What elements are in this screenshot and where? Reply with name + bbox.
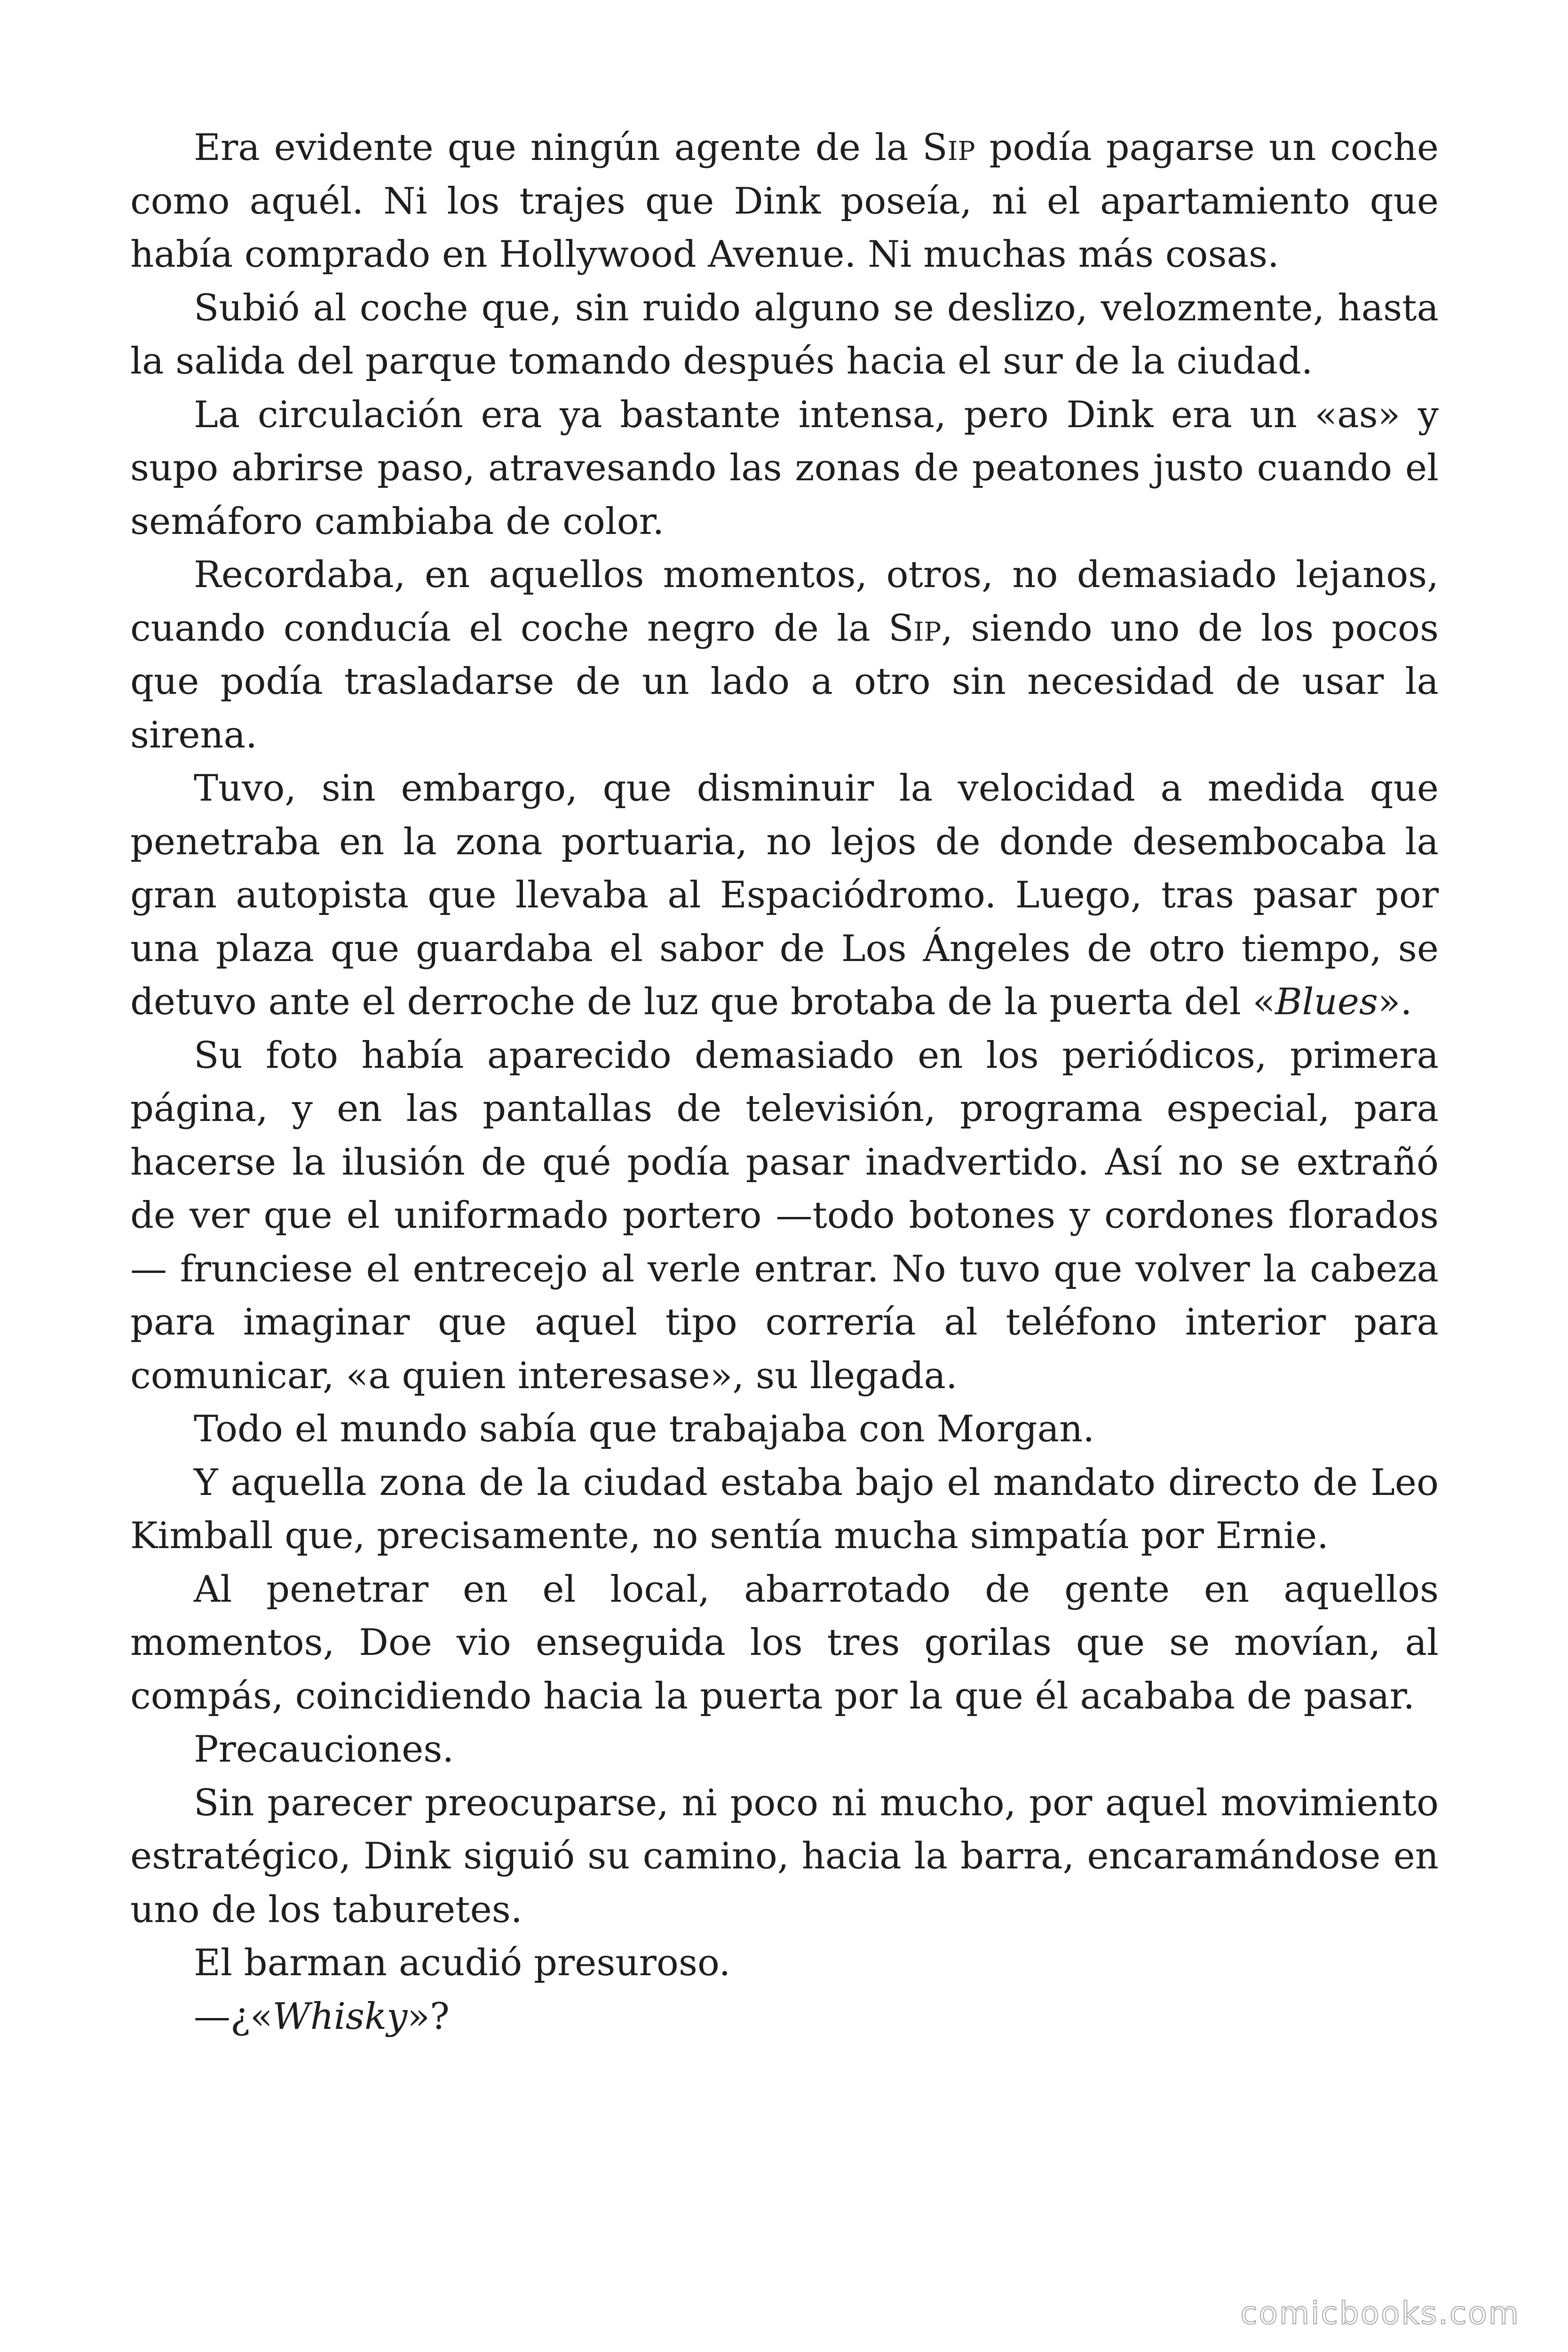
paragraph — [130, 1456, 1439, 1563]
paragraph — [130, 1937, 1439, 1990]
text-run: Todo el mundo sabía que trabajaba con Morgan. — [194, 1408, 1095, 1450]
paragraph — [130, 1563, 1439, 1724]
text-run: Subió al coche que, sin ruido alguno se deslizo, velozmente, hasta la salida del parque tomando después hacia el sur de la ciudad. — [130, 286, 1439, 382]
text-run: Su foto había aparecido demasiado en los periódicos, primera página, y en las pantallas de televisión, programa especial, para hacerse la ilusión de qué podía pasar inadvertido. Así no se extrañó de ver que el uniformado portero —todo botones y cordones florados— frunciese el entrecejo al verle entrar. No tuvo que volver la cabeza para imaginar que aquel tipo correría al teléfono interior para comunicar, «a quien interesase», su llegada. — [130, 1034, 1439, 1397]
text-run: Al penetrar en el local, abarrotado de gente en aquellos momentos, Doe vio enseguida los tres gorilas que se movían, al compás, coincidiendo hacia la puerta por la que él acababa de pasar. — [130, 1568, 1439, 1717]
text-run: Y aquella zona de la ciudad estaba bajo el mandato directo de Leo Kimball que, precisamente, no sentía mucha simpatía por Ernie. — [130, 1461, 1439, 1557]
text-run: »? — [407, 1995, 450, 2038]
italic-text: Whisky — [272, 1995, 408, 2038]
body-text — [130, 121, 1439, 2043]
watermark: comicbooks.com — [1240, 2295, 1520, 2331]
small-caps-text: Sip — [922, 127, 975, 169]
text-run: Tuvo, sin embargo, que disminuir la velocidad a medida que penetraba en la zona portuaria, no lejos de donde desembocaba la gran autopista que llevaba al Espaciódromo. Luego, tras pasar por una plaza que guardaba el sabor de Los Ángeles de otro tiempo, se detuvo ante el derroche de luz que brotaba de la puerta del « — [130, 767, 1439, 1023]
text-run: La circulación era ya bastante intensa, pero Dink era un «as» y supo abrirse paso, atravesando las zonas de peatones justo cuando el semáforo cambiaba de color. — [130, 393, 1439, 543]
text-run: El barman acudió presuroso. — [194, 1942, 731, 1984]
text-run: Sin parecer preocuparse, ni poco ni mucho, por aquel movimiento estratégico, Dink siguió su camino, hacia la barra, encaramándose en uno de los taburetes. — [130, 1781, 1439, 1931]
text-run: —¿« — [194, 1995, 273, 2038]
paragraph — [130, 389, 1439, 549]
italic-text: Blues — [1275, 981, 1378, 1023]
paragraph — [130, 1723, 1439, 1777]
paragraph — [130, 1990, 1439, 2044]
paragraph — [130, 282, 1439, 389]
small-caps-text: Sip — [888, 607, 942, 650]
text-run: Precauciones. — [194, 1728, 454, 1771]
paragraph — [130, 548, 1439, 762]
text-run: podía pagarse un coche como aquél. Ni los trajes que Dink poseía, ni el apartamiento que había comprado en Hollywood Avenue. Ni muchas más cosas. — [130, 127, 1439, 276]
text-run: Era evidente que ningún agente de la — [194, 127, 923, 169]
paragraph — [130, 121, 1439, 282]
paragraph — [130, 1403, 1439, 1456]
text-run: ». — [1378, 981, 1412, 1023]
text-run: , siendo uno de los pocos que podía trasladarse de un lado a otro sin necesidad de usar la sirena. — [130, 607, 1439, 756]
text-run: Recordaba, en aquellos momentos, otros, no demasiado lejanos, cuando conducía el coche negro de la — [130, 554, 1439, 650]
paragraph — [130, 762, 1439, 1029]
paragraph — [130, 1029, 1439, 1403]
paragraph — [130, 1777, 1439, 1937]
